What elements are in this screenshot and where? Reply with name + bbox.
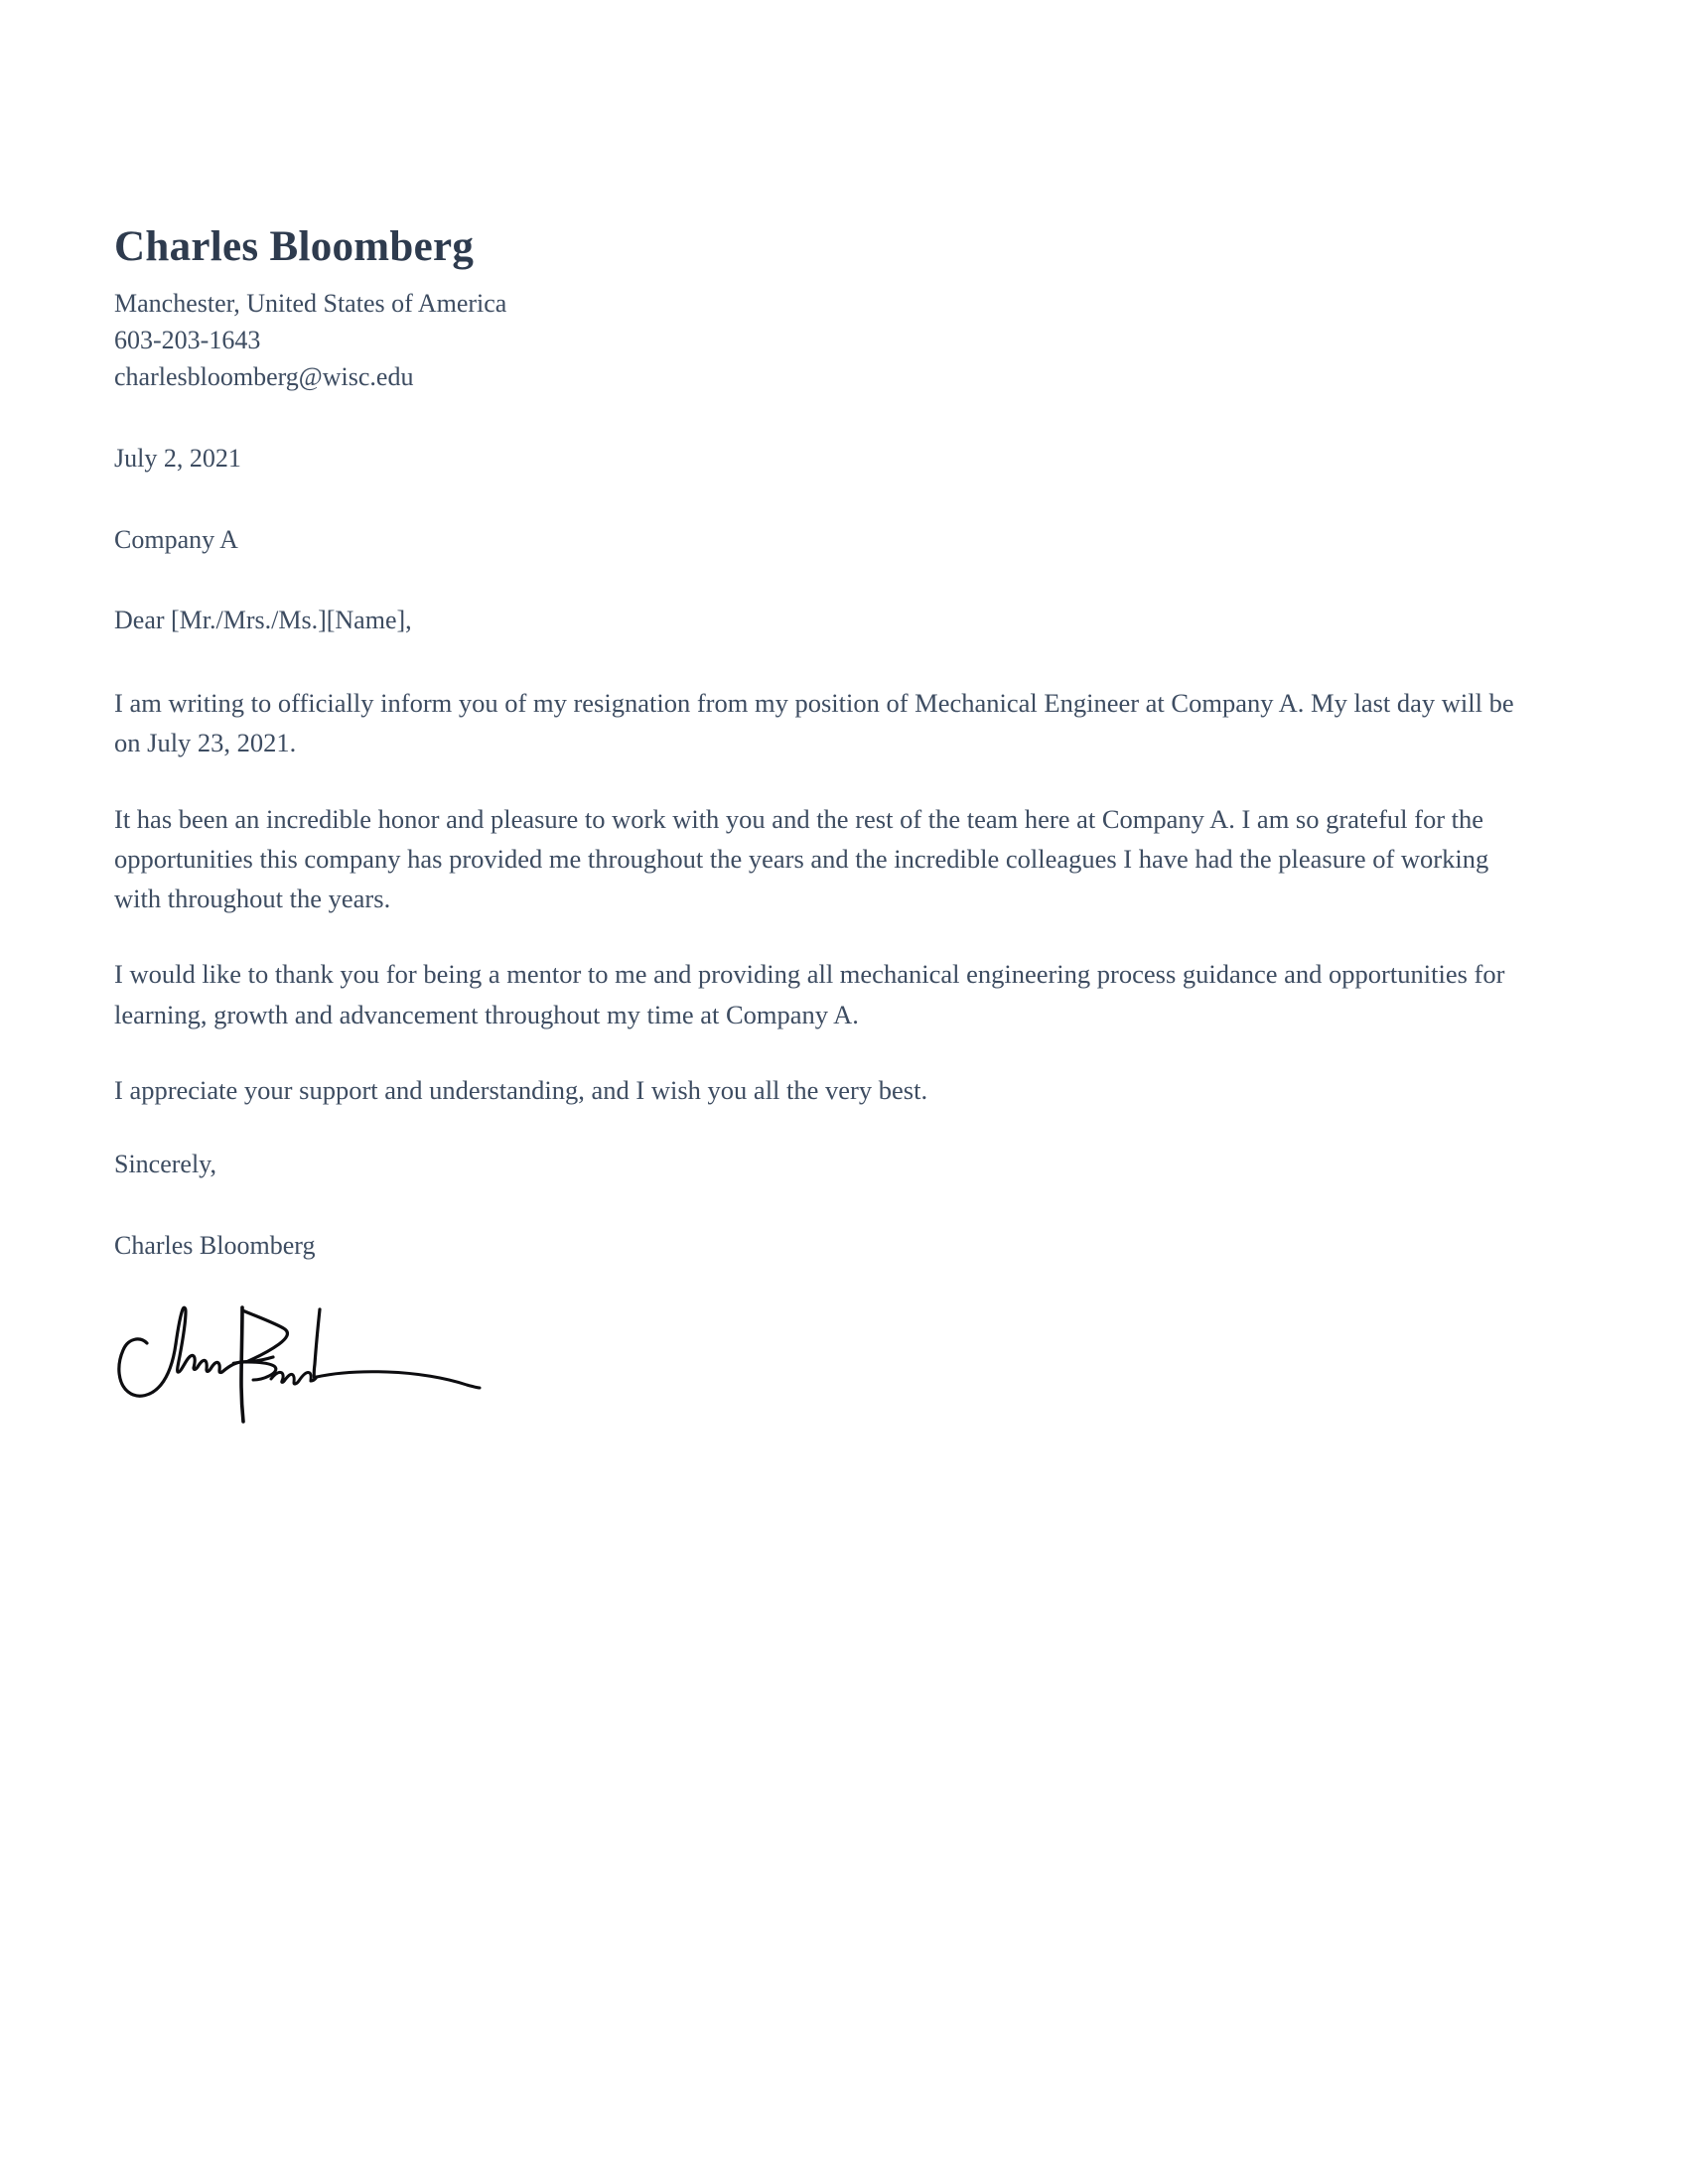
spacer-after-salutation bbox=[114, 639, 1539, 683]
sender-phone: 603-203-1643 bbox=[114, 326, 261, 355]
sender-email: charlesbloomberg@wisc.edu bbox=[114, 362, 414, 392]
signature-name: Charles Bloomberg bbox=[114, 1230, 316, 1260]
signature-image bbox=[114, 1300, 531, 1430]
recipient-company: Company A bbox=[114, 524, 238, 554]
body-paragraph-4: I appreciate your support and understanding, and I wish you all the very best. bbox=[114, 1074, 928, 1105]
spacer-paragraph-4 bbox=[114, 1110, 1539, 1146]
body-paragraph-1: I am writing to officially inform you of my resignation from my position of Mechanical Engineer at Company A. My last day will be on July 23, 2021. bbox=[114, 688, 1514, 758]
spacer-after-sender bbox=[114, 396, 1539, 440]
sender-location: Manchester, United States of America bbox=[114, 289, 507, 319]
letter-body bbox=[114, 223, 1539, 1430]
spacer-after-recipient bbox=[114, 558, 1539, 602]
spacer-paragraph-1 bbox=[114, 763, 1539, 799]
letter-date: July 2, 2021 bbox=[114, 444, 241, 474]
spacer-paragraph-3 bbox=[114, 1034, 1539, 1070]
body-paragraph-2: It has been an incredible honor and pleasure to work with you and the rest of the team here at Company A. I am so grateful for the opportunities this company has provided me throughout the years and the incredible colleagues I have had the pleasure of working with throughout the years. bbox=[114, 803, 1489, 914]
spacer-after-closing bbox=[114, 1183, 1539, 1227]
body-paragraph-3: I would like to thank you for being a mentor to me and providing all mechanical engineering process guidance and opportunities for learning, growth and advancement throughout my time at Company A. bbox=[114, 959, 1505, 1029]
closing-salutation: Sincerely, bbox=[114, 1150, 216, 1179]
spacer-paragraph-2 bbox=[114, 918, 1539, 954]
salutation: Dear [Mr./Mrs./Ms.][Name], bbox=[114, 606, 412, 635]
spacer-after-date bbox=[114, 478, 1539, 521]
sender-name: Charles Bloomberg bbox=[114, 223, 475, 270]
